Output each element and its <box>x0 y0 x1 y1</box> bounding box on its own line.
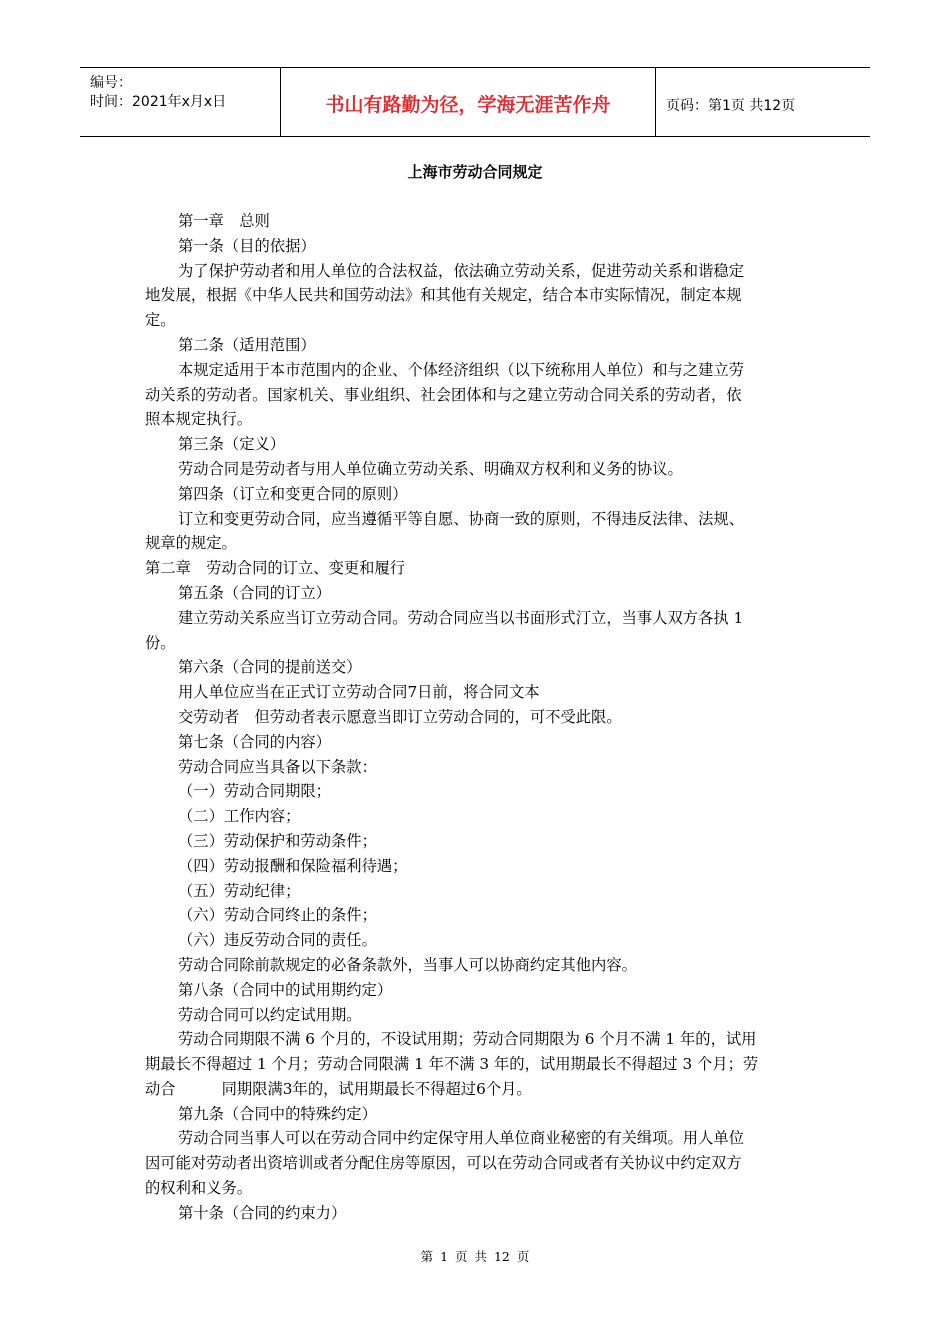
clause-item: （三）劳动保护和劳动条件； <box>178 831 377 850</box>
header-motto-cell <box>280 68 656 136</box>
paragraph-line: 用人单位应当在正式订立劳动合同7日前，将合同文本 <box>178 683 540 702</box>
header-info-cell <box>80 68 280 136</box>
line-tail: 同期限满3年的，试用期最长不得超过6个月。 <box>221 1079 532 1098</box>
clause-item: （六）违反劳动合同的责任。 <box>178 931 377 950</box>
page-footer: 第 1 页 共 12 页 <box>420 1249 530 1264</box>
paragraph-line: 本规定适用于本市范围内的企业、个体经济组织（以下统称用人单位）和与之建立劳 <box>178 360 744 379</box>
paragraph-line: 劳动合同期限不满 6 个月的，不设试用期；劳动合同期限为 6 个月不满 1 年的，试用 <box>178 1030 757 1049</box>
document-body <box>145 209 808 1226</box>
clause-item: （二）工作内容； <box>178 807 301 826</box>
header-page-cell <box>656 68 870 136</box>
document-title: 上海市劳动合同规定 <box>407 163 543 181</box>
paragraph-line: 劳动合同除前款规定的必备条款外，当事人可以协商约定其他内容。 <box>178 955 637 974</box>
paragraph-line: 劳动合同是劳动者与用人单位确立劳动关系、明确双方权利和义务的协议。 <box>178 459 683 478</box>
article-heading: 第九条（合同中的特殊约定） <box>178 1104 377 1123</box>
paragraph-line: 交劳动者 但劳动者表示愿意当即订立劳动合同的，可不受此限。 <box>178 707 622 726</box>
article-heading: 第二条（适用范围） <box>178 335 316 354</box>
paragraph-line: 照本规定执行。 <box>145 410 253 429</box>
chapter-heading: 第一章 总则 <box>178 212 270 230</box>
paragraph-line: 期最长不得超过 1 个月；劳动合同限满 1 年不满 3 年的，试用期最长不得超过 3 个月；劳 <box>145 1055 759 1074</box>
paragraph-line: 因可能对劳动者出资培训或者分配住房等原因，可以在劳动合同或者有关协议中约定双方 <box>145 1154 742 1173</box>
article-heading: 第八条（合同中的试用期约定） <box>178 980 393 999</box>
paragraph-line-split <box>145 1077 808 1102</box>
paragraph-line: 规章的规定。 <box>145 534 237 553</box>
article-heading: 第十条（合同的约束力） <box>178 1203 347 1222</box>
paragraph-line: 的权利和义务。 <box>145 1179 253 1198</box>
paragraph-line: 份。 <box>145 633 176 652</box>
clause-item: （一）劳动合同期限； <box>178 782 331 801</box>
paragraph-line: 劳动合同当事人可以在劳动合同中约定保守用人单位商业秘密的有关缉项。用人单位 <box>178 1129 744 1148</box>
article-heading: 第五条（合同的订立） <box>178 583 331 602</box>
clause-item: （六）劳动合同终止的条件； <box>178 906 377 925</box>
paragraph-line: 地发展，根据《中华人民共和国劳动法》和其他有关规定，结合本市实际情况，制定本规 <box>145 286 742 305</box>
clause-item: （四）劳动报酬和保险福利待遇； <box>178 856 408 875</box>
document-code-label: 编号： <box>90 75 132 91</box>
article-heading: 第六条（合同的提前送交） <box>178 658 362 677</box>
article-heading: 第三条（定义） <box>178 435 286 454</box>
header-motto: 书山有路勤为径，学海无涯苦作舟 <box>325 94 611 116</box>
document-date-label: 时间：2021年x月x日 <box>90 94 227 110</box>
document-header <box>80 67 870 137</box>
paragraph-line: 为了保护劳动者和用人单位的合法权益，依法确立劳动关系，促进劳动关系和谐稳定 <box>178 261 744 280</box>
article-heading: 第四条（订立和变更合同的原则） <box>178 484 408 503</box>
paragraph-line: 劳动合同可以约定试用期。 <box>178 1005 362 1024</box>
paragraph-line: 订立和变更劳动合同，应当遵循平等自愿、协商一致的原则，不得违反法律、法规、 <box>178 509 744 528</box>
article-heading: 第一条（目的依据） <box>178 236 316 255</box>
paragraph-line: 定。 <box>145 311 176 330</box>
chapter-heading: 第二章 劳动合同的订立、变更和履行 <box>145 559 406 578</box>
paragraph-line: 动关系的劳动者。国家机关、事业组织、社会团体和与之建立劳动合同关系的劳动者，依 <box>145 385 742 404</box>
paragraph-line: 劳动合同应当具备以下条款： <box>178 757 377 776</box>
paragraph-line: 建立劳动关系应当订立劳动合同。劳动合同应当以书面形式汀立，当事人双方各执 1 <box>178 608 744 627</box>
line-head: 动合 <box>145 1079 176 1098</box>
article-heading: 第七条（合同的内容） <box>178 732 331 751</box>
header-page-info: 页码：第1页 共12页 <box>666 98 796 114</box>
clause-item: （五）劳动纪律； <box>178 881 301 900</box>
